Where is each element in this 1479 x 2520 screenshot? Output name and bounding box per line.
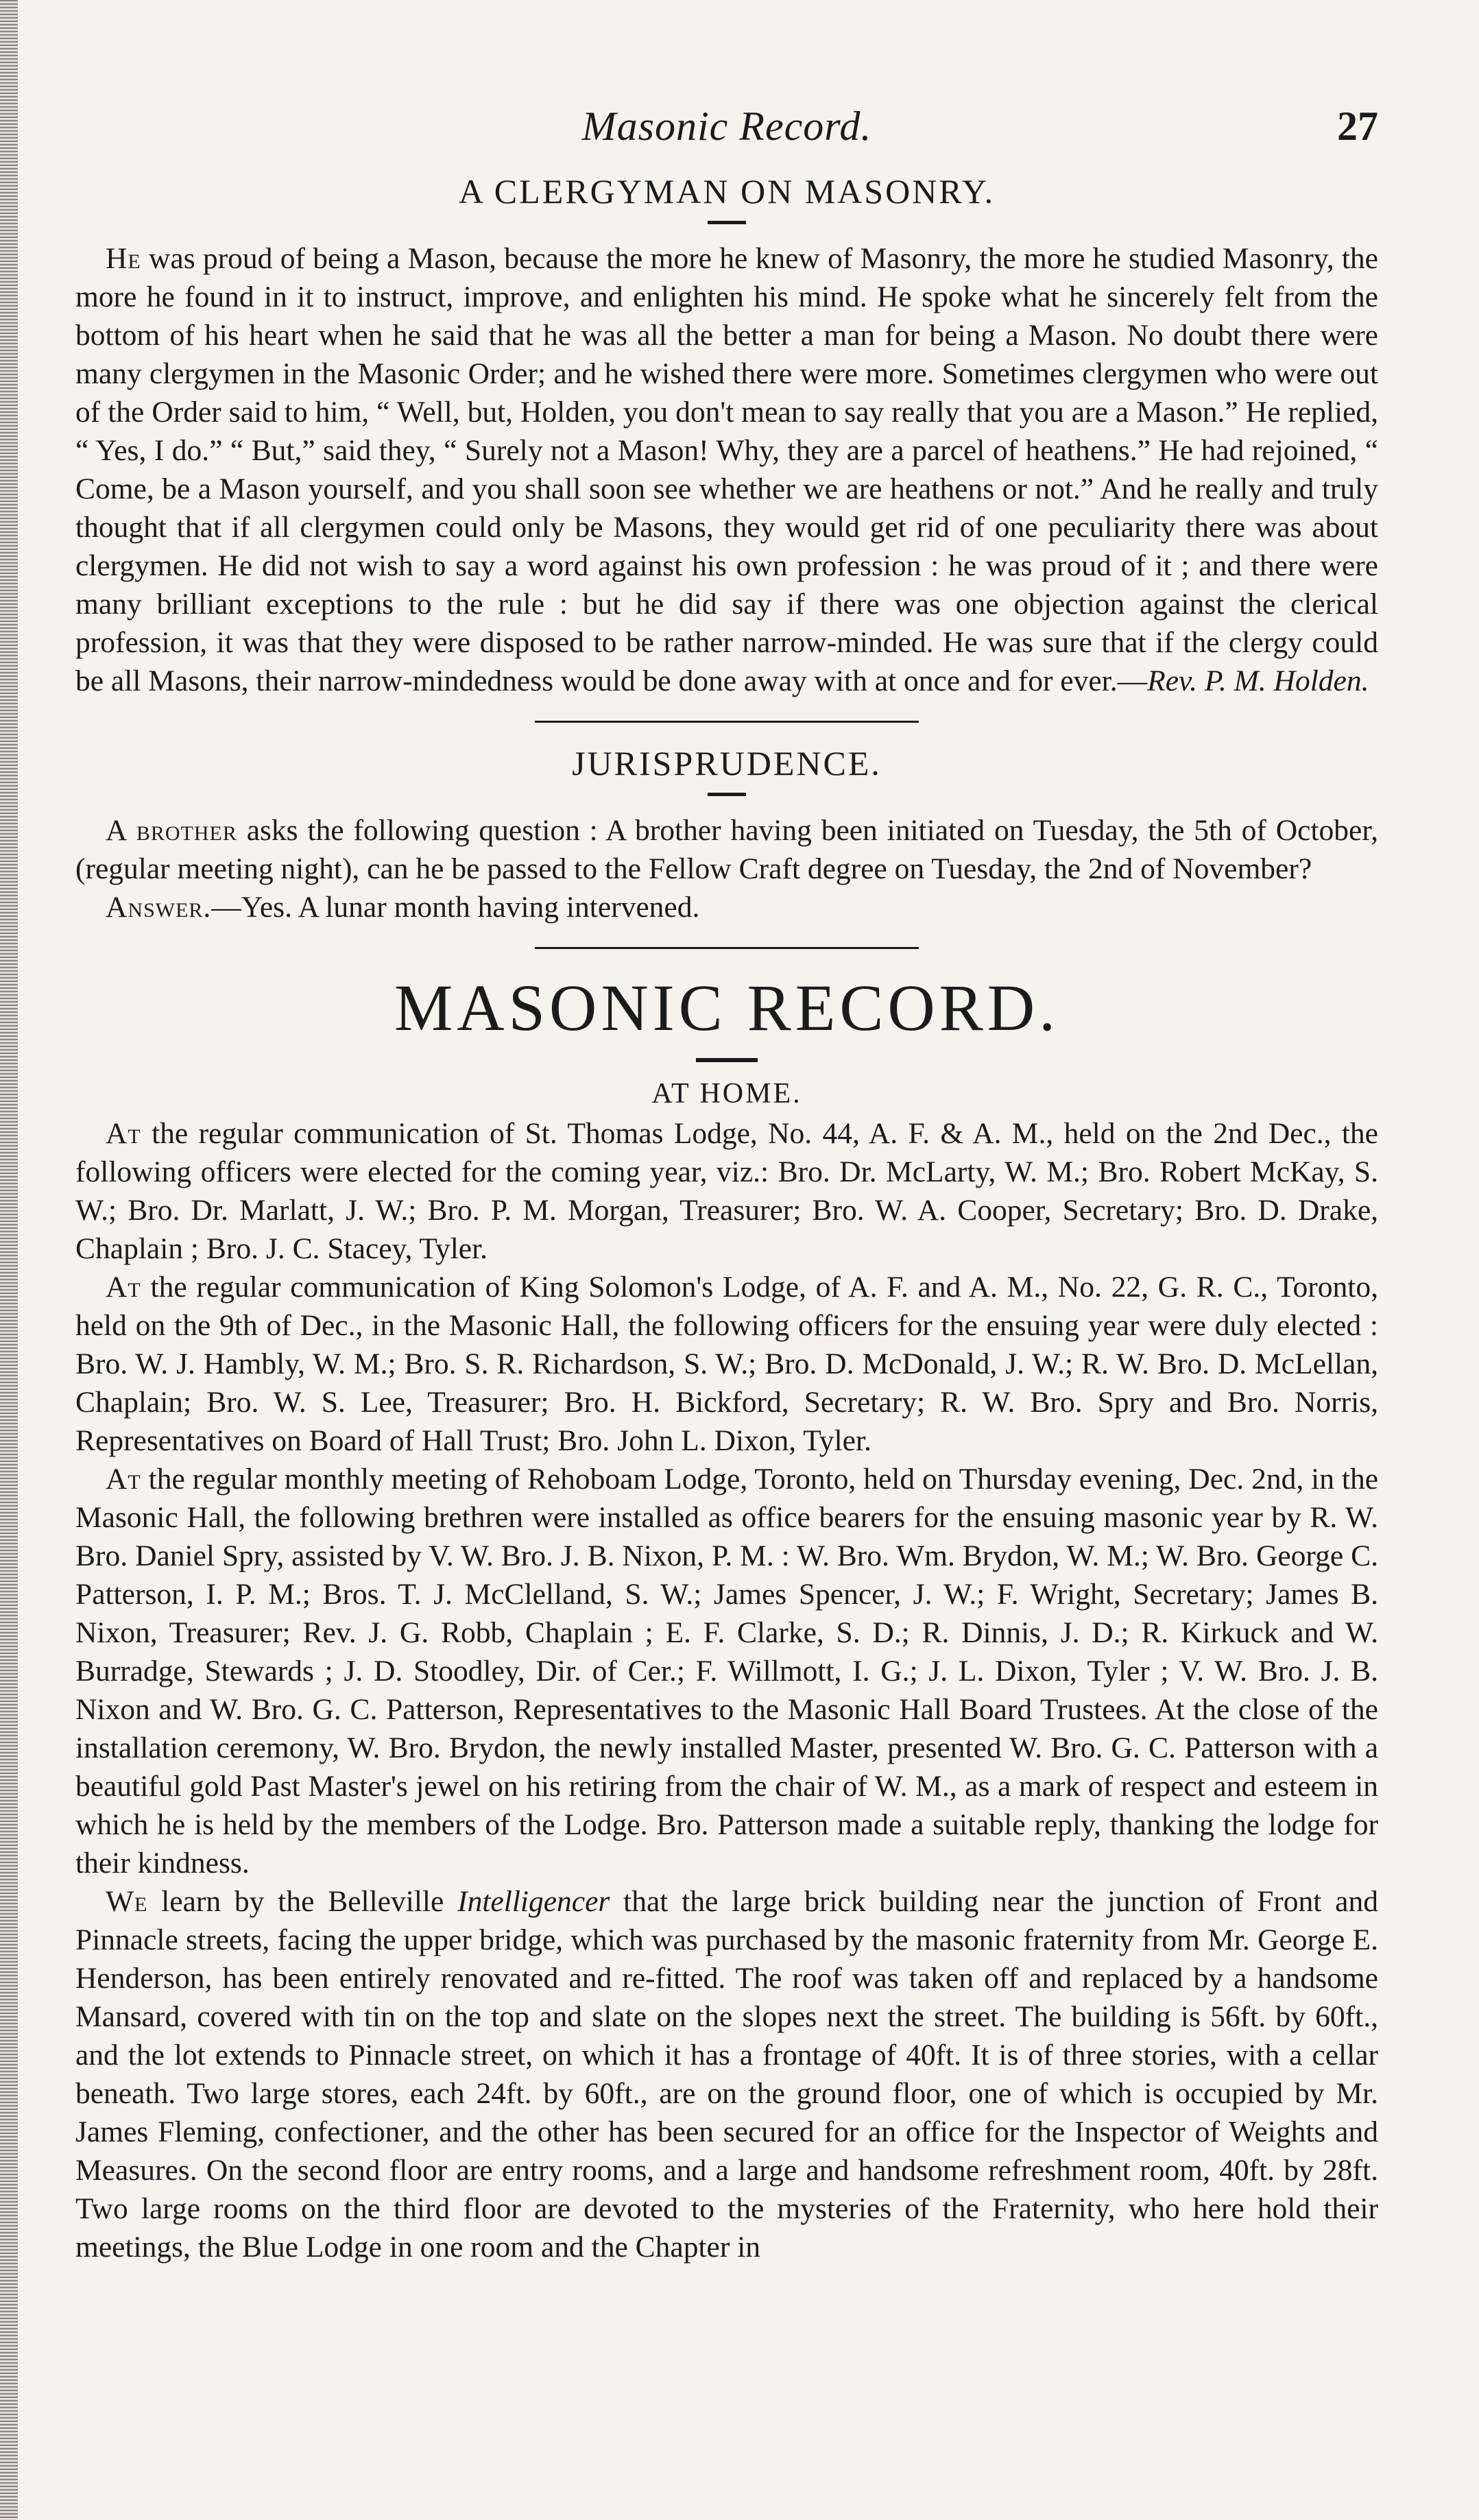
paragraph-text: asks the following question : A brother having been initiated on Tuesday, the 5th of October, (regular meeting night), can he be passed to the Fellow Craft degree on Tuesday, the 2nd of November? — [75, 814, 1378, 885]
paragraph-text: —Yes. A lunar month having intervened. — [211, 891, 700, 924]
answer-paragraph — [75, 888, 1378, 926]
page — [75, 103, 1378, 2266]
heading-dash — [708, 793, 746, 796]
section-rule — [535, 721, 919, 723]
question-paragraph — [75, 811, 1378, 888]
lead-word: At — [106, 1463, 141, 1496]
record-paragraph — [75, 1882, 1378, 2266]
running-title: Masonic Record. — [581, 104, 872, 149]
section-masonic-record — [75, 970, 1378, 2266]
paragraph-text: the regular communication of King Solomon's Lodge, of A. F. and A. M., No. 22, G. R. C., Toronto, held on the 9th of Dec., in the Masonic Hall, the following officers for the ensuing year were duly elected : Bro. W. J. Hambly, W. M.; Bro. S. R. Richardson, S. W.; Bro. D. McDonald, J. W.; R. W. Bro. D. McLellan, Chaplain; Bro. W. S. Lee, Treasurer; Bro. H. Bickford, Secretary; R. W. Bro. Spry and Bro. Norris, Representatives on Board of Hall Trust; Bro. John L. Dixon, Tyler. — [75, 1271, 1378, 1457]
lead-word: At — [106, 1117, 141, 1150]
section-heading: A CLERGYMAN ON MASONRY. — [458, 172, 996, 211]
signature: Rev. P. M. Holden. — [1147, 664, 1369, 697]
paragraph-text: the regular monthly meeting of Rehoboam Lodge, Toronto, held on Thursday evening, Dec. 2nd, in the Masonic Hall, the following brethren were installed as office bearers for the ensuing masonic year by R. W. Bro. Daniel Spry, assisted by V. W. Bro. J. B. Nixon, P. M. : W. Bro. Wm. Brydon, W. M.; W. Bro. George C. Patterson, I. P. M.; Bros. T. J. McClelland, S. W.; James Spencer, J. W.; F. Wright, Secretary; James B. Nixon, Treasurer; Rev. J. G. Robb, Chaplain ; E. F. Clarke, S. D.; R. Dinnis, J. D.; R. Kirkuck and W. Burradge, Stewards ; J. D. Stoodley, Dir. of Cer.; F. Willmott, I. G.; J. L. Dixon, Tyler ; V. W. Bro. J. B. Nixon and W. Bro. G. C. Patterson, Representatives to the Masonic Hall Board Trustees. At the close of the installation ceremony, W. Bro. Brydon, the newly installed Master, presented W. Bro. G. C. Patterson with a beautiful gold Past Master's jewel on his retiring from the chair of W. M., as a mark of respect and esteem in which he is held by the members of the Lodge. Bro. Patterson made a suitable reply, thanking the lodge for their kindness. — [75, 1463, 1378, 1880]
subheading: AT HOME. — [651, 1078, 802, 1109]
record-paragraph — [75, 1460, 1378, 1882]
paragraph-text: was proud of being a Mason, because the more he knew of Masonry, the more he studied Masonry, the more he found in it to instruct, improve, and enlighten his mind. He spoke what he sincerely felt from the bottom of his heart when he said that he was all the better a man for being a Mason. No doubt there were many clergymen in the Masonic Order; and he wished there were more. Sometimes clergymen who were out of the Order said to him, “ Well, but, Holden, you don't mean to say really that you are a Mason.” He replied, “ Yes, I do.” “ But,” said they, “ Surely not a Mason! Why, they are a parcel of heathens.” He had rejoined, “ Come, be a Mason yourself, and you shall soon see whether we are heathens or not.” And he really and truly thought that if all clergymen could only be Masons, they would get rid of one peculiarity there was about clergymen. He did not wish to say a word against his own profession : he was proud of it ; and there were many brilliant exceptions to the rule : but he did say if there was one objection against the clerical profession, it was that they were disposed to be rather narrow-minded. He was sure that if the clergy could be all Masons, their narrow-mindedness would be done away with at once and for ever.— — [75, 242, 1378, 697]
lead-word: At — [106, 1271, 141, 1304]
main-heading: MASONIC RECORD. — [394, 971, 1060, 1044]
paragraph-text: learn by the Belleville — [147, 1885, 458, 1918]
answer-label: Answer. — [106, 891, 212, 924]
lead-word: A brother — [106, 814, 237, 847]
binding-edge — [0, 0, 18, 2520]
paragraph-text: that the large brick building near the junction of Front and Pinnacle streets, facing the upper bridge, which was purchased by the masonic fraternity from Mr. George E. Henderson, has been entirely renovated and re-fitted. The roof was taken off and replaced by a handsome Mansard, covered with tin on the top and slate on the slopes next the street. The building is 56ft. by 60ft., and the lot extends to Pinnacle street, on which it has a frontage of 40ft. It is of three stories, with a cellar beneath. Two large stores, each 24ft. by 60ft., are on the ground floor, one of which is occupied by Mr. James Fleming, confectioner, and the other has been secured for an office for the Inspector of Weights and Measures. On the second floor are entry rooms, and a large and handsome refreshment room, 40ft. by 28ft. Two large rooms on the third floor are devoted to the mysteries of the Fraternity, who here hold their meetings, the Blue Lodge in one room and the Chapter in — [75, 1885, 1378, 2264]
record-paragraph — [75, 1268, 1378, 1460]
article-paragraph — [75, 239, 1378, 700]
section-rule — [535, 947, 919, 949]
heading-dash — [708, 221, 746, 224]
paragraph-text: the regular communication of St. Thomas Lodge, No. 44, A. F. & A. M., held on the 2nd Dec., the following officers were elected for the coming year, viz.: Bro. Dr. McLarty, W. M.; Bro. Robert McKay, S. W.; Bro. Dr. Marlatt, J. W.; Bro. P. M. Morgan, Treasurer; Bro. W. A. Cooper, Secretary; Bro. D. Drake, Chaplain ; Bro. J. C. Stacey, Tyler. — [75, 1117, 1378, 1265]
running-head — [75, 103, 1378, 171]
lead-word: He — [106, 242, 141, 275]
section-heading: JURISPRUDENCE. — [572, 744, 882, 782]
record-paragraph — [75, 1114, 1378, 1268]
newspaper-name: Intelligencer — [457, 1885, 610, 1918]
section-jurisprudence — [75, 743, 1378, 926]
section-clergyman — [75, 171, 1378, 700]
heading-dash — [696, 1058, 758, 1062]
lead-word: We — [106, 1885, 148, 1918]
page-number: 27 — [1337, 104, 1378, 149]
